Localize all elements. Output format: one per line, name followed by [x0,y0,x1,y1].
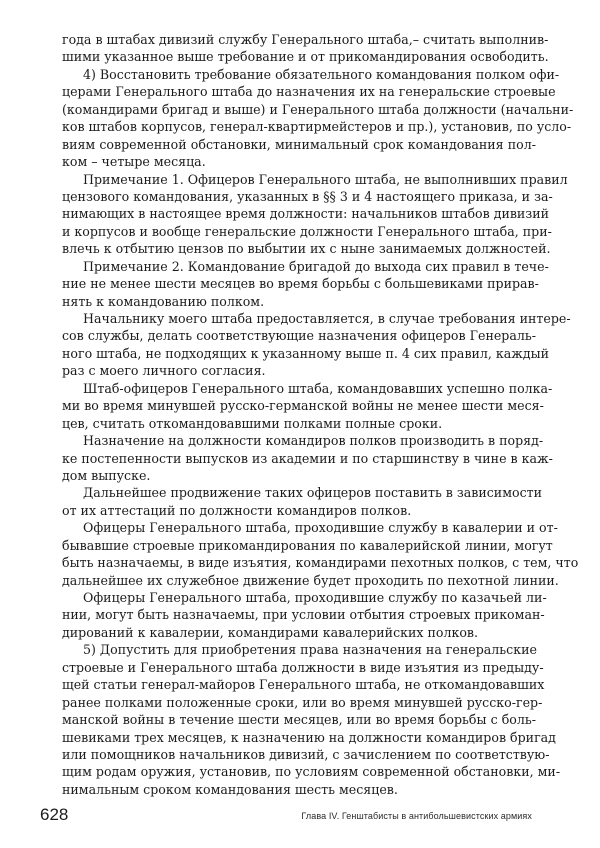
body-text [62,31,579,798]
text-line: ке постепенности выпусков из академии и по старшинству в чине в каж- [62,450,553,466]
text-line: Дальнейшее продвижение таких офицеров поставить в зависимости [83,485,542,501]
text-line: церами Генерального штаба до назначения их на генеральские строевые [62,84,556,100]
text-line: раз с моего личного согласия. [62,363,266,379]
text-line: или помощников начальников дивизий, с зачислением по соответствую- [62,746,550,762]
text-line: ранее полками положенные сроки, или во время минувшей русско-гер- [62,694,543,710]
text-line: цев, считать откомандовавшими полками полные сроки. [62,415,443,431]
text-line: ми во время минувшей русско-германской войны не менее шести меся- [62,398,544,414]
paragraph [62,484,542,519]
paragraph [62,66,574,171]
paragraph [62,310,571,380]
text-line: влечь к отбытию цензов по выбытии их с ныне занимаемых должностей. [62,241,551,257]
text-line: ков штабов корпусов, генерал-квартирмейстеров и пр.), установив, по усло- [62,119,572,135]
text-line: года в штабах дивизий службу Генерального штаба,– считать выполнив- [62,32,549,47]
text-line: быть назначаемы, в виде изъятия, командирами пехотных полков, с тем, что [62,555,579,571]
text-line: бывавшие строевые прикомандирования по кавалерийской линии, могут [62,537,553,553]
text-line: и корпусов и вообще генеральские должности Генерального штаба, при- [62,223,552,239]
text-line: Офицеры Генерального штаба, проходившие службу в кавалерии и от- [83,520,558,536]
text-line: Примечание 2. Командование бригадой до выхода сих правил в тече- [83,258,549,274]
text-line: Примечание 1. Офицеров Генерального штаба, не выполнивших правил [83,171,568,187]
paragraph [62,380,553,432]
text-line: нять к командованию полком. [62,293,265,309]
text-line: шими указанное выше требование и от прикомандирования освободить. [62,49,549,65]
text-line: ние не менее шести месяцев во время борьбы с большевиками прирав- [62,276,539,292]
text-line: цензового командования, указанных в §§ 3 и 4 настоящего приказа, и за- [62,188,553,204]
text-line: ком – четыре месяца. [62,154,206,170]
paragraph [62,258,549,310]
text-line: дирований к кавалерии, командирами кавалерийских полков. [62,624,479,640]
text-line: сов службы, делать соответствующие назначения офицеров Генераль- [62,328,536,344]
page-number: 628 [40,805,69,824]
text-line: 5) Допустить для приобретения права назначения на генеральские [83,642,537,658]
text-line: щим родам оружия, установив, по условиям современной обстановки, ми- [62,764,561,780]
paragraph [62,432,553,484]
text-line: шевиками трех месяцев, к назначению на должности командиров бригад [62,729,556,745]
text-line: нимающих в настоящее время должности: начальников штабов дивизий [62,206,549,222]
text-line: нимальным сроком командования шесть месяцев. [62,781,398,797]
text-line: дом выпуске. [62,467,151,483]
paragraph [62,589,547,641]
text-line: нии, могут быть назначаемы, при условии отбытия строевых прикоман- [62,607,545,623]
text-line: 4) Восстановить требование обязательного командования полком офи- [83,66,560,82]
text-line: виям современной обстановки, минимальный срок командования пол- [62,136,536,152]
text-line: Начальнику моего штаба предоставляется, в случае требования интере- [83,311,571,326]
text-line: манской войны в течение шести месяцев, или во время борьбы с боль- [62,712,536,728]
text-line: (командирами бригад и выше) и Генерального штаба должности (начальни- [62,101,574,117]
text-line: Назначение на должности командиров полков производить в поряд- [83,433,544,449]
text-line: Офицеры Генерального штаба, проходившие службу по казачьей ли- [83,590,547,605]
text-line: дальнейшее их служебное движение будет проходить по пехотной линии. [62,572,559,588]
text-line: ного штаба, не подходящих к указанному выше п. 4 сих правил, каждый [62,345,550,361]
text-line: строевые и Генерального штаба должности в виде изъятия из предыду- [62,659,544,675]
text-line: Штаб-офицеров Генерального штаба, командовавших успешно полка- [83,380,553,396]
paragraph [62,641,561,798]
text-line: щей статьи генерал-майоров Генерального штаба, не откомандовавших [62,677,545,693]
paragraph [62,519,579,589]
running-footer-title: Глава IV. Генштабисты в антибольшевистских армиях [301,811,532,821]
text-line: от их аттестаций по должности командиров полков. [62,502,412,518]
paragraph [62,171,568,258]
paragraph [62,31,549,66]
